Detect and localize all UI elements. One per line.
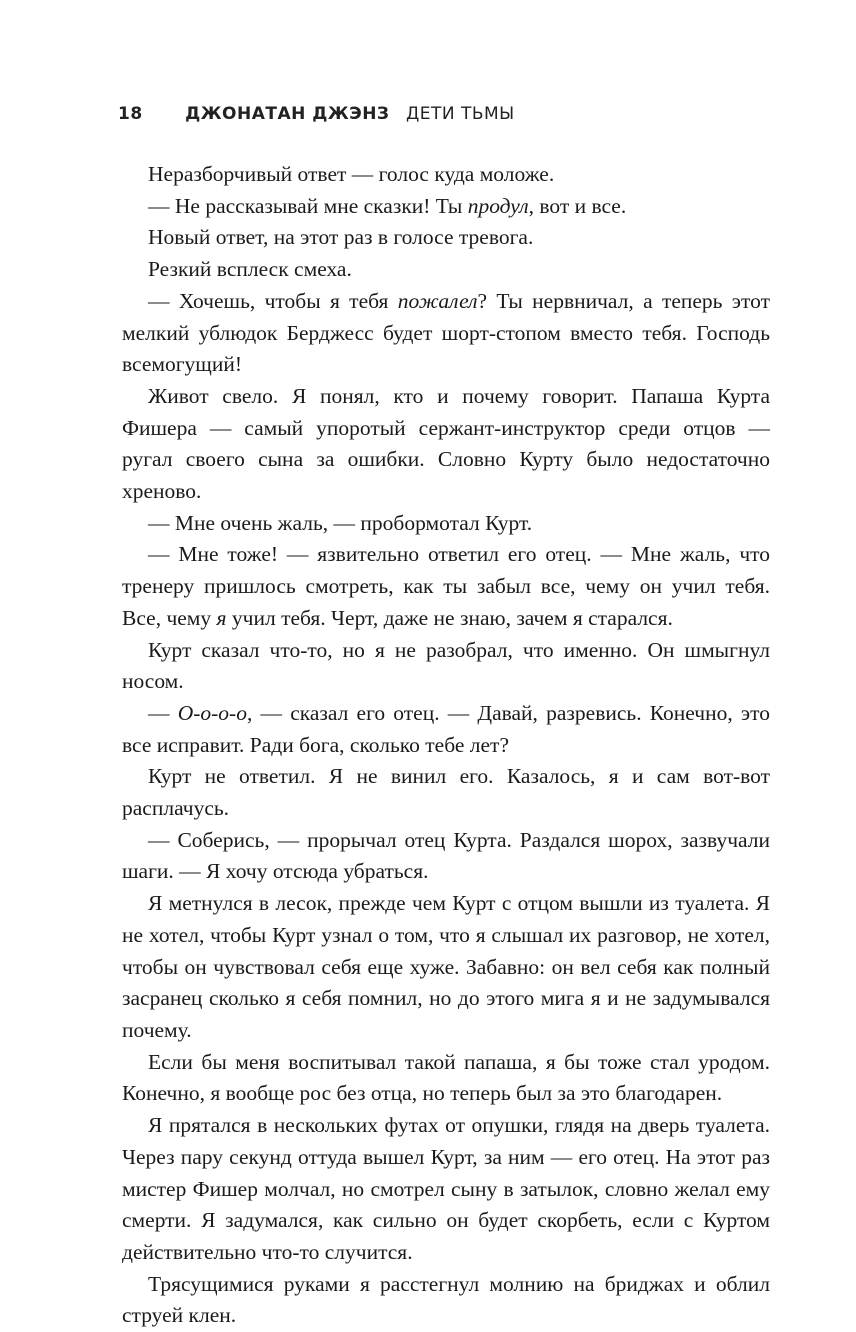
body-text: [122, 159, 770, 1332]
text-run: — Соберись, — прорычал отец Курта. Раздался шорох, зазвучали шаги. — Я хочу отсюда убраться.: [122, 827, 770, 884]
italic-run: я: [216, 605, 227, 630]
text-run: Неразборчивый ответ — голос куда моложе.: [148, 162, 555, 186]
italic-run: пожалел: [397, 288, 478, 313]
text-run: ? Ты нервничал, а теперь этот мелкий ублюдок Берджесс будет шорт-стопом вместо тебя. Господь всемогущий!: [122, 288, 771, 377]
paragraph: [122, 159, 770, 191]
text-run: Курт не ответил. Я не винил его. Казалось, я и сам вот-вот расплачусь.: [122, 764, 770, 821]
text-run: Курт сказал что-то, но я не разобрал, что именно. Он шмыгнул носом.: [122, 637, 770, 694]
paragraph: [122, 1269, 770, 1332]
text-run: Я прятался в нескольких футах от опушки, глядя на дверь туалета. Через пару секунд оттуда вышел Курт, за ним — его отец. На этот раз мистер Фишер молчал, но смотрел сыну в затылок, словно желал ему смерти. Я задумался, как сильно он будет скорбеть, если с Куртом действительно что-то случится.: [122, 1113, 770, 1264]
paragraph: [122, 254, 770, 286]
text-run: —: [148, 700, 178, 725]
paragraph: [122, 191, 770, 223]
page-number: 18: [118, 104, 143, 124]
text-run: — Мне тоже! — язвительно ответил его отец. — Мне жаль, что тренеру пришлось смотреть, как ты забыл все, чему он учил тебя. Все, чему: [122, 542, 770, 630]
italic-run: О-о-о-о: [177, 700, 247, 725]
paragraph: [122, 761, 770, 824]
running-header: [118, 104, 758, 124]
text-run: Я метнулся в лесок, прежде чем Курт с отцом вышли из туалета. Я не хотел, чтобы Курт узнал о том, что я слышал их разговор, не хотел, чтобы он чувствовал себя еще хуже. Забавно: он вел себя как полный засранец сколько я себя помнил, но до этого мига я и не задумывался почему.: [122, 891, 770, 1042]
paragraph: [122, 286, 770, 381]
paragraph: [122, 222, 770, 254]
paragraph: [122, 508, 770, 540]
text-run: Если бы меня воспитывал такой папаша, я бы тоже стал уродом. Конечно, я вообще рос без отца, но теперь был за это благодарен.: [122, 1049, 770, 1106]
italic-run: продул: [467, 193, 529, 218]
text-run: Трясущимися руками я расстегнул молнию на бриджах и облил струей клен.: [122, 1271, 770, 1328]
paragraph: [122, 698, 770, 761]
paragraph: [122, 539, 770, 634]
paragraph: [122, 635, 770, 698]
text-run: Новый ответ, на этот раз в голосе тревога.: [148, 225, 534, 250]
book-title: ДЕТИ ТЬМЫ: [405, 104, 515, 124]
paragraph: [122, 825, 770, 888]
text-run: учил тебя. Черт, даже не знаю, зачем я старался.: [226, 605, 673, 630]
paragraph: [122, 1047, 770, 1110]
text-run: — Мне очень жаль, — пробормотал Курт.: [148, 510, 533, 535]
text-run: , вот и все.: [528, 193, 627, 218]
paragraph: [122, 1110, 770, 1269]
text-run: — Хочешь, чтобы я тебя: [148, 288, 398, 313]
author-name: ДЖОНАТАН ДЖЭНЗ: [185, 104, 390, 124]
text-run: — Не рассказывай мне сказки! Ты: [148, 193, 468, 218]
paragraph: [122, 888, 770, 1047]
text-run: Резкий всплеск смеха.: [148, 257, 352, 282]
text-run: , — сказал его отец. — Давай, разревись. Конечно, это все исправит. Ради бога, сколько тебе лет?: [122, 700, 771, 757]
paragraph: [122, 381, 770, 508]
text-run: Живот свело. Я понял, кто и почему говорит. Папаша Курта Фишера — самый упоротый сержант-инструктор среди отцов — ругал своего сына за ошибки. Словно Курту было недостаточно хреново.: [122, 383, 770, 504]
